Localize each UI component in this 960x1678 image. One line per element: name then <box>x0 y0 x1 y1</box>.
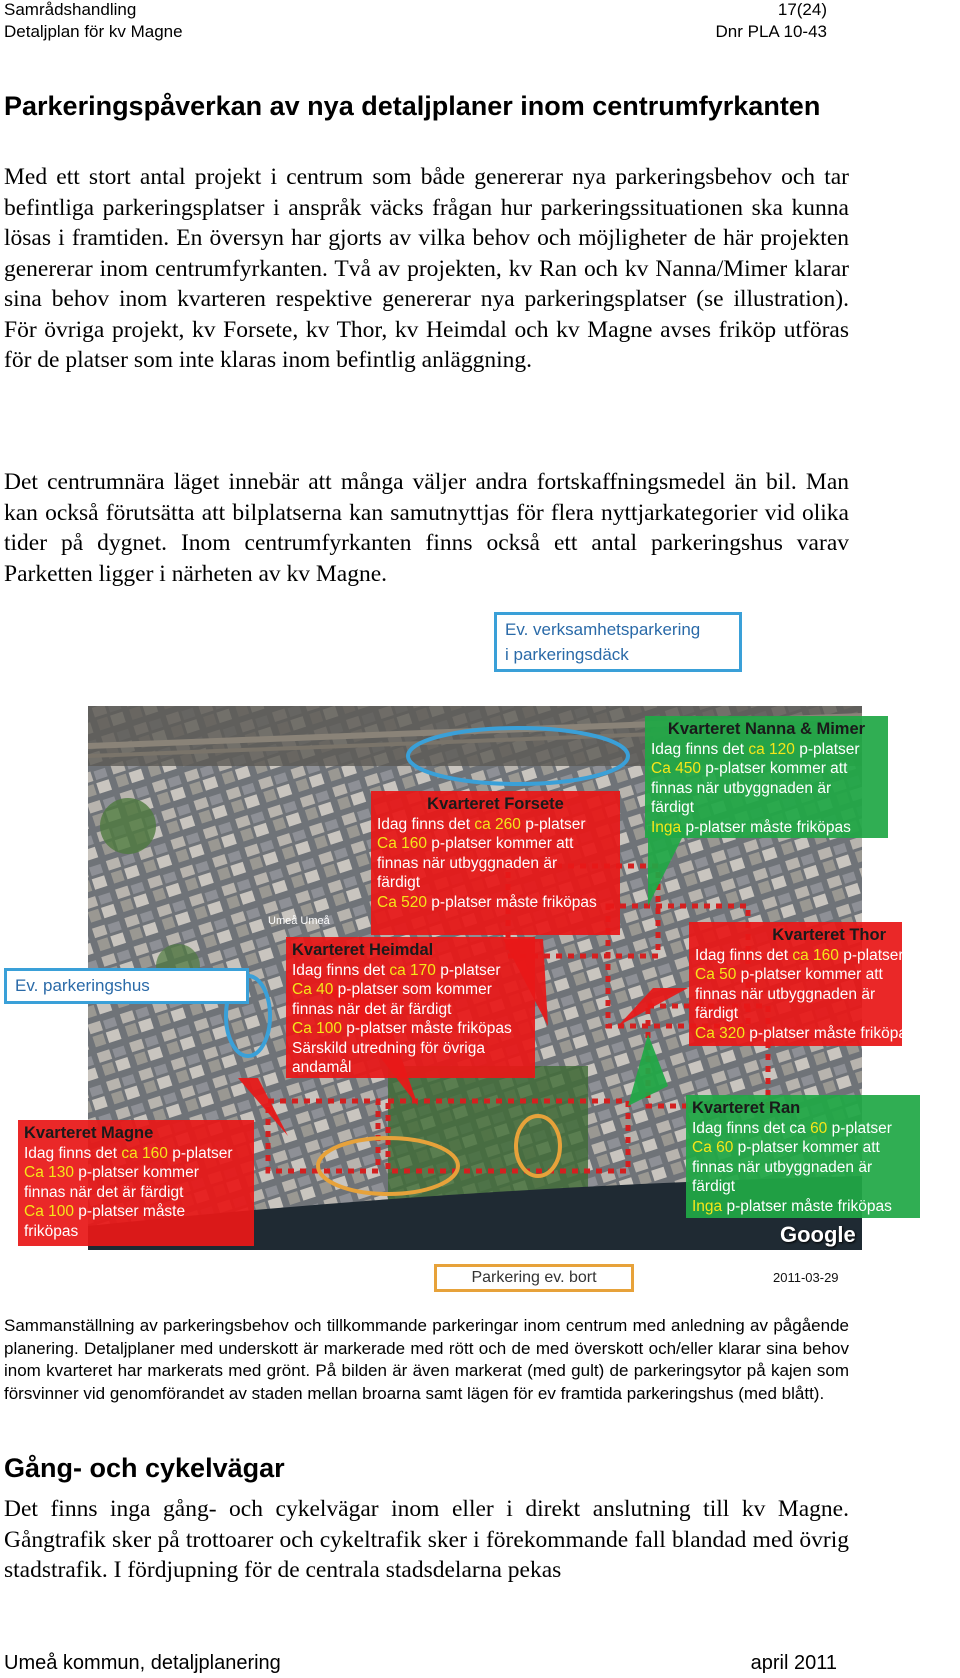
label-ev-parkeringshus: Ev. parkeringshus <box>4 968 249 1004</box>
footer-organization: Umeå kommun, detaljplanering <box>4 1652 281 1674</box>
text: andamål <box>292 1059 352 1076</box>
text: färdigt <box>651 799 695 816</box>
figure-date: 2011-03-29 <box>773 1270 839 1285</box>
section-heading-parking: Parkeringspåverkan av nya detaljplaner inom centrumfyrkanten <box>4 91 821 121</box>
text: färdigt <box>692 1178 736 1195</box>
text: finnas när utbyggnaden är <box>692 1158 873 1176</box>
text: p-platser måste <box>73 1203 186 1220</box>
value: Ca 60 <box>692 1139 734 1156</box>
value: Ca 320 <box>695 1024 745 1042</box>
text: Särskild utredning för övriga <box>292 1039 485 1057</box>
value: Inga <box>692 1197 723 1215</box>
text: p-platser måste friköpas <box>681 818 851 836</box>
header-plan-name: Detaljplan för kv Magne <box>4 22 183 41</box>
callout-kvarteret-heimdal <box>286 937 535 1078</box>
value: Ca 50 <box>695 966 737 983</box>
callout-title: Kvarteret Forsete <box>427 795 564 813</box>
label-parkering-ev-bort: Parkering ev. bort <box>434 1264 634 1292</box>
header-document-type: Samrådshandling <box>4 0 137 19</box>
text: p-platser kommer att <box>700 760 848 777</box>
value: ca 120 <box>748 740 795 758</box>
value: Ca 450 <box>651 760 701 777</box>
value: ca 160 <box>792 946 839 964</box>
callout-kvarteret-ran <box>686 1095 920 1218</box>
text: p-platser måste friköpas <box>722 1197 892 1215</box>
figure-caption: Sammanställning av parkeringsbehov och tillkommande parkeringar inom centrum med anledning av pågående planering. Detaljplaner med underskott är markerade med rött och de med överskott och/eller klarar sina behov inom kvarteret har markerats med grönt. På bilden är även markerat (med gult) de parkeringsytor på kajen som försvinner vid genomförandet av staden mellan broarna samt lägen för ev framtida parkeringshus (med blått). <box>4 1316 849 1403</box>
paragraph-parking-intro: Med ett stort antal projekt i centrum som både genererar nya parkeringsbehov och tar befintliga parkeringsplatser i anspråk väcks frågan hur parkeringssituationen ska kunna lösas i framtiden. En översyn har gjorts av vilka behov och möjligheter de här projekten genererar inom centrumfyrkanten. Två av projekten, kv Ran och kv Nanna/Mimer klarar sina behov inom kvarteren respektive genererar nya parkeringsplatser (se illustration). För övriga projekt, kv Forsete, kv Thor, kv Heimdal och kv Magne avses friköp utföras för de platser som inte klaras inom befintlig anläggning. <box>4 164 849 373</box>
label-verksamhet-line1: Ev. verksamhetsparkering <box>505 620 701 639</box>
text: p-platser kommer att <box>733 1139 880 1156</box>
value: ca 170 <box>389 961 436 979</box>
value: Ca 520 <box>377 893 427 911</box>
value: Ca 40 <box>292 981 334 998</box>
value: Ca 100 <box>24 1203 74 1220</box>
text: färdigt <box>377 874 421 891</box>
header-diary-number: Dnr PLA 10-43 <box>715 22 827 41</box>
text: p-platser måste friköpas <box>426 893 597 911</box>
value: Ca 160 <box>377 835 427 852</box>
callout-kvarteret-forsete <box>371 791 620 935</box>
value: Inga <box>651 818 682 836</box>
value: Ca 100 <box>292 1020 342 1037</box>
text: finnas när det är färdigt <box>292 1000 452 1018</box>
text: p-platser <box>794 740 860 758</box>
callout-kvarteret-thor <box>689 922 915 1046</box>
value: Ca 130 <box>24 1164 74 1181</box>
text: Idag finns det <box>651 740 749 758</box>
header-page-number: 17(24) <box>777 0 827 19</box>
paragraph-parking-location: Det centrumnära läget innebär att många väljer andra fortskaffningsmedel än bil. Man kan också förutsätta att bilplatserna kan samutnyttjas för flera nyttjarkategorier vid olika tider på dygnet. Inom centrumfyrkanten finns också ett antal parkeringshus varav Parketten ligger i närheten av kv Magne. <box>4 469 849 587</box>
text: p-platser <box>520 815 586 833</box>
section-heading-walking-cycling: Gång- och cykelvägar <box>4 1453 285 1483</box>
label-verksamhet-line2: i parkeringsdäck <box>505 645 629 664</box>
text: Idag finns det <box>377 815 475 833</box>
callout-kvarteret-nanna-mimer <box>645 716 888 838</box>
map-city-label: Umeå Umeå <box>268 915 330 927</box>
text: p-platser <box>167 1144 233 1162</box>
footer-date: april 2011 <box>750 1652 837 1674</box>
text: p-platser måste friköpas <box>341 1020 512 1037</box>
text: p-platser måste friköpas <box>744 1024 915 1042</box>
text: p-platser <box>838 946 904 964</box>
text: p-platser kommer att <box>426 835 574 852</box>
paragraph-walking-cycling: Det finns inga gång- och cykelvägar inom eller i direkt anslutning till kv Magne. Gångtrafik sker på trottoarer och cykeltrafik sker i förekommande fall blandad med övrig stadstrafik. I fördjupning för de centrala stadsdelarna pekas <box>4 1496 849 1583</box>
text: p-platser kommer <box>73 1164 199 1181</box>
value: ca 160 <box>121 1144 168 1162</box>
text: p-platser kommer att <box>736 966 883 983</box>
text: finnas när utbyggnaden är <box>377 854 558 872</box>
callout-title: Kvarteret Magne <box>24 1124 154 1142</box>
text: färdigt <box>695 1005 739 1022</box>
text: finnas när det är färdigt <box>24 1183 184 1201</box>
callout-title: Kvarteret Nanna & Mimer <box>667 720 866 738</box>
text: p-platser <box>435 961 501 979</box>
text: p-platser som kommer <box>333 981 492 998</box>
value: 60 <box>810 1119 828 1137</box>
text: finnas när utbyggnaden är <box>695 985 876 1003</box>
text: Idag finns det <box>292 961 390 979</box>
google-logo: Google <box>780 1222 856 1247</box>
text: Idag finns det ca <box>692 1119 811 1137</box>
text: finnas när utbyggnaden är <box>651 779 832 797</box>
callout-title: Kvarteret Heimdal <box>292 941 434 959</box>
callout-title: Kvarteret Thor <box>772 926 886 944</box>
value: ca 260 <box>474 815 521 833</box>
label-ev-verksamhetsparkering <box>494 612 742 672</box>
text: Idag finns det <box>695 946 793 964</box>
callout-kvarteret-magne <box>18 1120 254 1246</box>
text: p-platser <box>827 1119 892 1137</box>
text: Idag finns det <box>24 1144 122 1162</box>
text: friköpas <box>24 1222 79 1240</box>
callout-title: Kvarteret Ran <box>692 1099 801 1117</box>
